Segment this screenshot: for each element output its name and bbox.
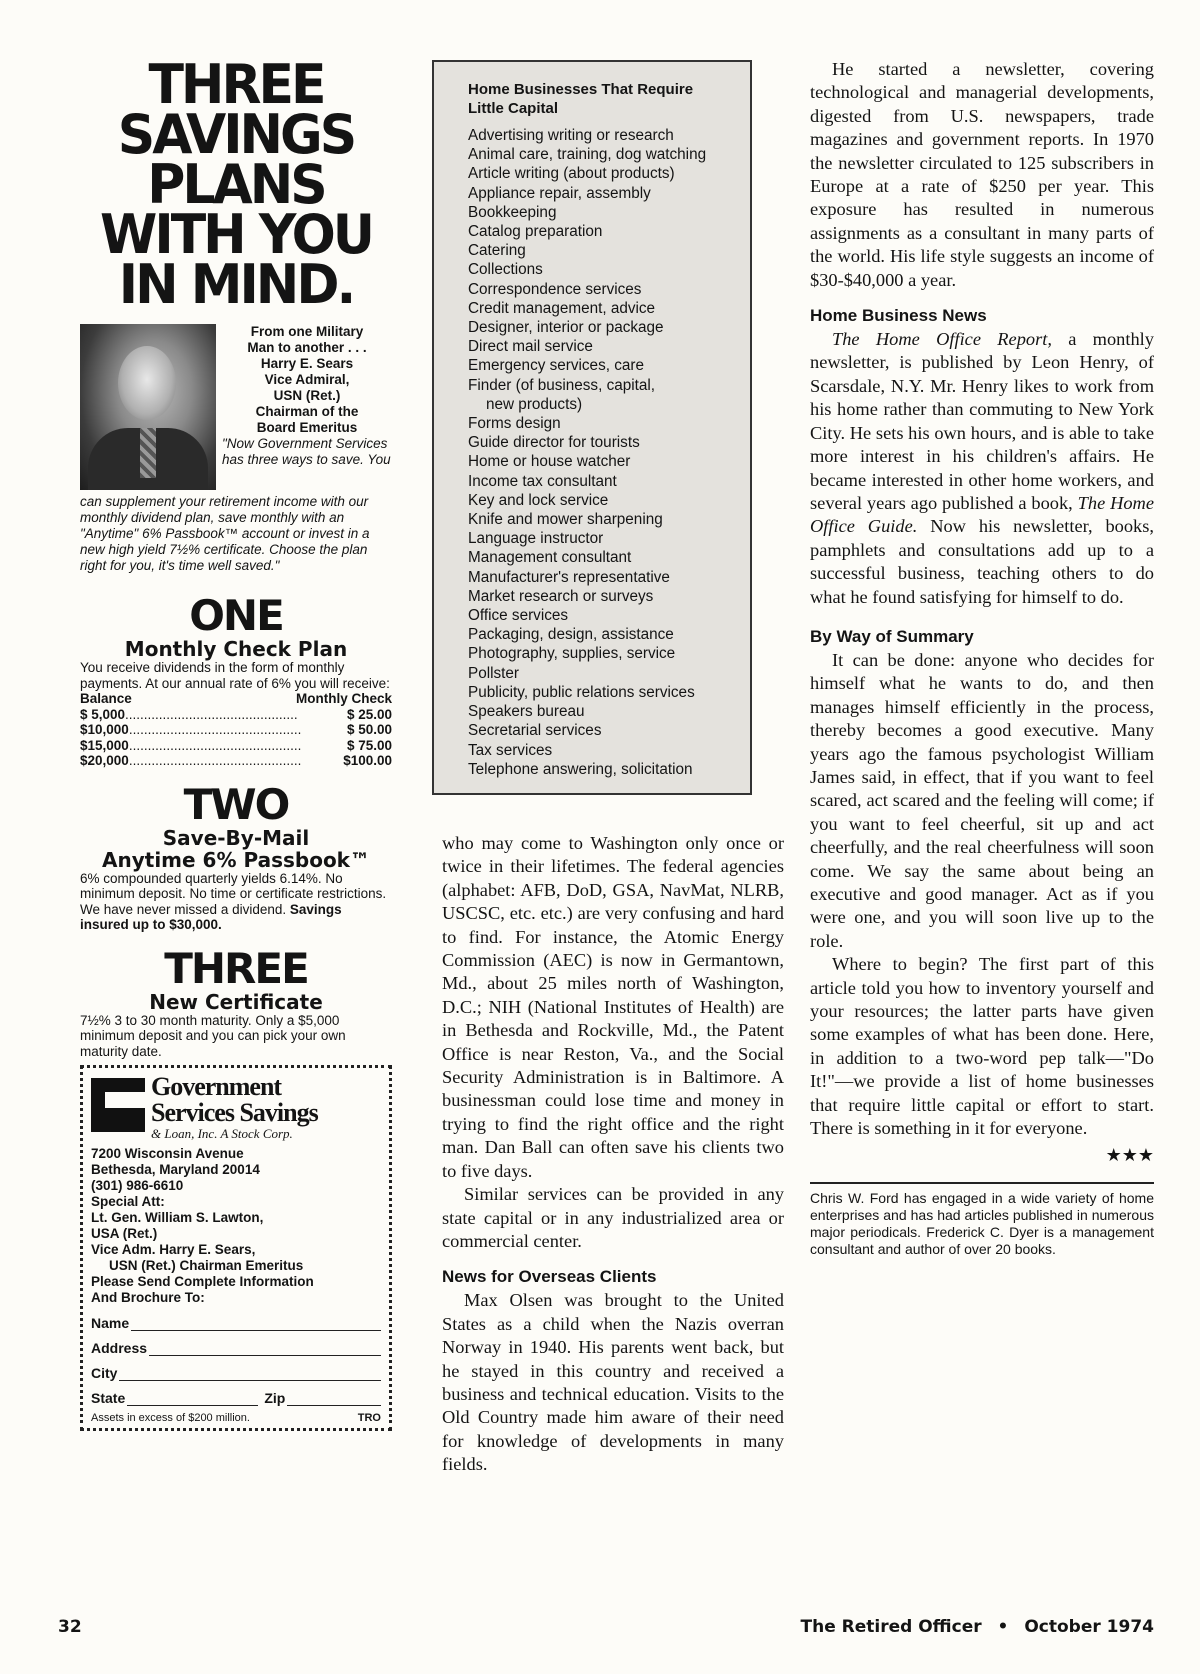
list-item: Key and lock service [468, 491, 609, 509]
list-item: Finder (of business, capital, [468, 376, 656, 394]
plan-two [80, 779, 392, 933]
list-item: Speakers bureau [468, 703, 585, 721]
plan-two-insured: Savings insured up to $30,000. [80, 901, 342, 932]
issue-date: October 1974 [1024, 1617, 1154, 1637]
rates-row: $15,000 .............................................. $ 75.00 [80, 737, 392, 753]
plan-two-body [80, 871, 392, 933]
plan-two-text: 6% compounded quarterly yields 6.14%. No minimum deposit. No time or certificate restrictions. We have never missed a dividend. [80, 870, 387, 917]
plan-three-number: THREE [164, 943, 308, 993]
list-item: Language instructor [468, 530, 604, 548]
headline-line: SAVINGS [117, 103, 355, 167]
logo-line: Government [151, 1072, 282, 1101]
address-field[interactable]: Address [91, 1340, 381, 1356]
list-item: Catalog preparation [468, 223, 603, 241]
publication-title: The Home Office Report, [832, 329, 1052, 350]
list-item: Market research or surveys [468, 587, 654, 605]
list-item: Home or house watcher [468, 453, 631, 471]
plan-one-body: You receive dividends in the form of monthly payments. At our annual rate of 6% you will receive: [80, 660, 390, 691]
paragraph: Similar services can be provided in any state capital or in any industrialized area or commercial center. [442, 1184, 784, 1251]
plan-one-title: Monthly Check Plan [124, 637, 348, 661]
paragraph: who may come to Washington only once or twice in their lifetimes. The federal agencies (alphabet: AFB, DoD, GSA, NavMat, NLRB, USCSC, etc. etc.) are very confusing and hard to find. For instance, the Atomic Energy Commission (AEC) is now in Germantown, Md., about 25 miles north of Washington, D.C.; NIH (National Institutes of Health) are in Bethesda and Rockville, Md., the Patent Office is near Reston, Va., and the Social Security Administration is in Baltimore. A businessman could lose time and money in trying to find the right office and the right man. Dan Ball can often save his clients two to five days. [442, 833, 784, 1181]
author-bio [810, 1182, 1154, 1258]
bullet-icon: • [997, 1617, 1009, 1637]
section-heading: Home Business News [810, 306, 987, 326]
address-line: Please Send Complete Information [91, 1274, 314, 1289]
address-line: Bethesda, Maryland 20014 [91, 1162, 260, 1177]
list-item: Credit management, advice [468, 299, 656, 317]
plan-three-body: 7½% 3 to 30 month maturity. Only a $5,000 minimum deposit and you can pick your own maturity date. [80, 1012, 346, 1059]
section-heading: By Way of Summary [810, 626, 974, 646]
bank-logo [91, 1074, 381, 1142]
caption-line: Board Emeritus [256, 420, 358, 435]
list-item: Forms design [468, 415, 561, 433]
address-line: And Brochure To: [91, 1290, 205, 1305]
paragraph: He started a newsletter, covering technological and managerial developments, digested from U.S. newspapers, trade magazines and government reports. In 1970 the newsletter circulated to 125 subscribers in Europe at a rate of $250 per year. This exposure has resulted in numerous assignments as a consultant in many parts of the world. His life style suggests an income of $30-$40,000 a year. [810, 59, 1154, 290]
logo-line: & Loan, Inc. A Stock Corp. [151, 1126, 293, 1141]
ad-headline [80, 53, 392, 317]
paragraph: Max Olsen was brought to the United States as a child when the Nazis overran Norway in 1940. His parents went back, but he stayed in this country and received a business and technical education. Visits to the Old Country made him aware of their need for knowledge of developments in many fields. [442, 1290, 784, 1475]
plan-two-title: Save-By-Mail [162, 825, 310, 850]
list-item: Collections [468, 261, 543, 279]
rates-row: $20,000 .............................................. $100.00 [80, 753, 392, 768]
address-line: Lt. Gen. William S. Lawton, [91, 1210, 264, 1225]
rates-col-check: Monthly Check [295, 691, 392, 706]
rates-col-balance: Balance [80, 691, 132, 706]
logo-line: Services Savings [151, 1098, 318, 1127]
rates-table [80, 691, 392, 769]
list-item: Emergency services, care [468, 357, 644, 375]
home-businesses-box [432, 60, 752, 795]
list-item: Designer, interior or package [468, 319, 664, 337]
caption-line: Man to another . . . [247, 340, 367, 355]
mail-coupon [80, 1065, 392, 1431]
section-heading: News for Overseas Clients [442, 1267, 657, 1287]
headline-line: WITH YOU [99, 203, 373, 267]
article-column-right [810, 58, 1154, 1258]
quote-continued: can supplement your retirement income with our monthly dividend plan, save monthly with an "Anytime" 6% Passbook™ account or invest in a new high yield 7½% certificate. Choose the plan right for you, it's time well saved." [80, 494, 370, 573]
address-line: Special Att: [91, 1194, 165, 1209]
end-stars-icon: ★★★ [1105, 1145, 1154, 1166]
list-item: Tax services [468, 741, 553, 759]
caption-line: From one Military [250, 324, 364, 339]
list-item: Knife and mower sharpening [468, 511, 663, 529]
portrait-caption [222, 324, 392, 468]
author-bio-text: Chris W. Ford has engaged in a wide variety of home enterprises and has had articles published in numerous major periodicals. Frederick C. Dyer is a management consultant and author of over 20 books. [810, 1189, 1154, 1257]
plan-one-number: ONE [189, 591, 283, 640]
list-item: Manufacturer's representative [468, 568, 670, 586]
bank-address [91, 1146, 381, 1306]
list-item: Bookkeeping [468, 203, 557, 221]
list-item: Appliance repair, assembly [468, 184, 651, 202]
book-title: The Home Office Guide. [810, 492, 1155, 537]
list-item: Secretarial services [468, 722, 602, 740]
list-item: Pollster [468, 664, 520, 682]
plan-three-title: New Certificate [149, 989, 323, 1014]
plan-three [80, 943, 392, 1060]
caption-line: USN (Ret.) [273, 388, 341, 403]
list-item: Correspondence services [468, 280, 642, 298]
state-zip-field[interactable]: State Zip [91, 1390, 381, 1406]
article-column-middle [442, 832, 784, 1477]
list-item: Animal care, training, dog watching [468, 146, 707, 164]
list-item: Advertising writing or research [468, 127, 674, 144]
address-line: USA (Ret.) [91, 1226, 158, 1241]
portrait-photo [80, 324, 216, 490]
list-item: Publicity, public relations services [468, 683, 695, 701]
publication-name: The Retired Officer [800, 1617, 982, 1637]
list-item: new products) [486, 395, 583, 413]
caption-line: Vice Admiral, [264, 372, 350, 387]
list-item: Packaging, design, assistance [468, 626, 674, 644]
list-item: Article writing (about products) [468, 165, 675, 183]
list-item: Income tax consultant [468, 472, 617, 490]
running-footer [801, 1617, 1155, 1637]
list-item: Guide director for tourists [468, 434, 640, 452]
headline-line: THREE [148, 53, 324, 117]
quote-start: "Now Government Services has three ways to save. You [222, 436, 391, 467]
caption-line: Harry E. Sears [260, 356, 354, 371]
coupon-fine-print: Assets in excess of $200 million. TRO [91, 1412, 381, 1424]
plan-one [80, 591, 392, 769]
rates-header [80, 691, 392, 707]
name-field[interactable]: Name [91, 1315, 381, 1331]
page-number: 32 [58, 1617, 82, 1637]
portrait-block [80, 324, 392, 490]
list-item: Photography, supplies, service [468, 645, 676, 663]
address-line: Vice Adm. Harry E. Sears, [91, 1242, 256, 1257]
plan-two-subtitle: Anytime 6% Passbook™ [102, 847, 370, 872]
savings-advertisement [80, 53, 392, 1431]
rates-row: $ 5,000 .............................................. $ 25.00 [80, 706, 392, 722]
city-field[interactable]: City [91, 1365, 381, 1381]
g-logo-icon [91, 1078, 145, 1132]
address-line: USN (Ret.) Chairman Emeritus [109, 1258, 304, 1273]
list-item: Telephone answering, solicitation [468, 760, 693, 778]
caption-line: Chairman of the [255, 404, 359, 419]
list-item: Management consultant [468, 549, 632, 567]
business-list [468, 126, 732, 779]
headline-line: PLANS [147, 153, 325, 217]
rates-row: $10,000 .............................................. $ 50.00 [80, 722, 392, 737]
box-title: Home Businesses That Require Little Capital [468, 81, 694, 117]
headline-line: IN MIND. [118, 253, 354, 317]
address-line: 7200 Wisconsin Avenue [91, 1146, 244, 1161]
list-item: Catering [468, 242, 526, 260]
paragraph: Where to begin? The first part of this article told you how to inventory yourself and your resources; the latter parts have given some examples of what has been done. Here, in addition to a two-word pep talk—"Do It!"—we provide a list of home businesses that require little capital or effort to start. There is something in it for everyone. [810, 954, 1154, 1139]
plan-two-number: TWO [183, 779, 289, 829]
list-item: Direct mail service [468, 338, 593, 356]
paragraph: The Home Office Report, a monthly newsletter, is published by Leon Henry, of Scarsdale, N.Y. Mr. Henry likes to work from his home rather than commuting to New York City. He sets his own hours, and is able to take more interest in his children's affairs. He became interested in other home workers, and several years ago published a book, The Home Office Guide. Now his newsletter, books, pamphlets and consultations add up to a successful business, teaching others to do what he found satisfying for himself to do. [810, 329, 1155, 607]
list-item: Office services [468, 607, 569, 625]
paragraph: It can be done: anyone who decides for himself what he wants to do, and then manages himself efficiently in the process, thereby becomes a good executive. Many years ago the famous psychologist William James said, in effect, that if you want to feel scared, act scared and the feeling will come; if you want to feel cheerful, sit up and act cheerfully, and the real cheerfulness will soon come. We say the same about being an executive and good manager. Act as if you were one, and you will soon live up to the role. [810, 649, 1154, 951]
address-line: (301) 986-6610 [91, 1178, 184, 1193]
